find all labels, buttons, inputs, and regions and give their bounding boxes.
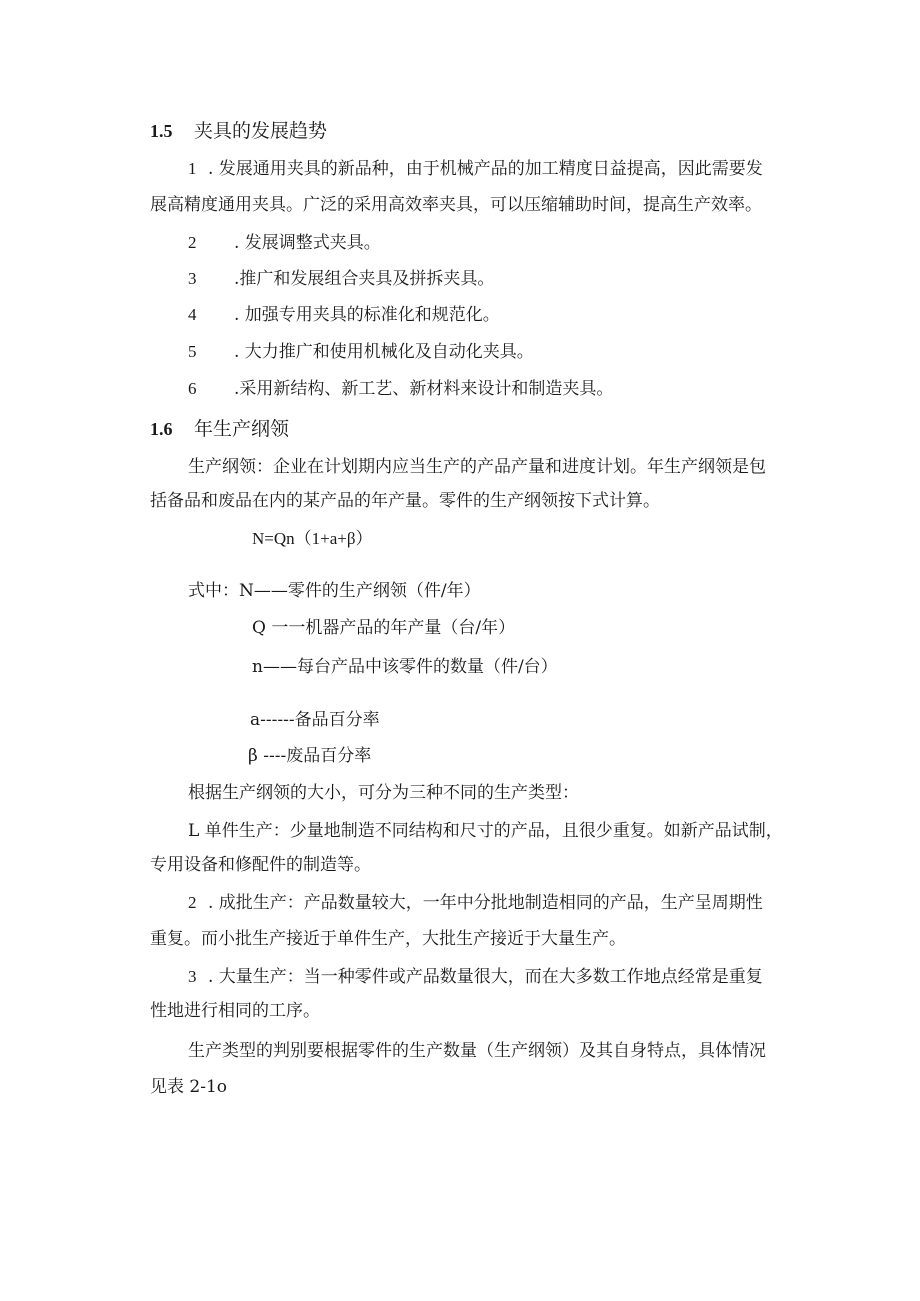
item-text: . 加强专用夹具的标准化和规范化。 — [234, 305, 500, 325]
item-number: 1 — [188, 159, 197, 178]
section-title: 夹具的发展趋势 — [194, 120, 328, 142]
item-text: . 发展调整式夹具。 — [234, 233, 381, 253]
section-number: 1.5 — [150, 121, 173, 141]
definition-Q: Q 一一机器产品的年产量（台/年） — [252, 618, 516, 638]
list-item — [188, 378, 613, 400]
item-number: 2 — [188, 233, 197, 252]
item-text: .推广和发展组合夹具及拼拆夹具。 — [234, 269, 495, 289]
item-text: . 大量生产：当一种零件或产品数量很大，而在大多数工作地点经常是重复 — [208, 967, 763, 987]
list-item — [188, 232, 381, 254]
list-item — [188, 341, 534, 363]
item-text: . 发展通用夹具的新品种，由于机械产品的加工精度日益提高，因此需要发 — [208, 159, 763, 179]
list-item — [188, 304, 500, 326]
paragraph-line: L 单件生产：少量地制造不同结构和尺寸的产品，且很少重复。如新产品试制， — [188, 821, 783, 841]
section-heading-1-6 — [150, 418, 289, 440]
definition-N: N——零件的生产纲领（件/年） — [239, 581, 481, 601]
item-number: 2 — [188, 893, 197, 912]
item-number: 3 — [188, 967, 197, 986]
paragraph-line: 专用设备和修配件的制造等。 — [150, 855, 371, 875]
item-number: 3 — [188, 269, 197, 288]
list-item — [188, 966, 763, 988]
paragraph-line: 生产类型的判别要根据零件的生产数量（生产纲领）及其自身特点，具体情况 — [188, 1041, 766, 1061]
section-title: 年生产纲领 — [194, 418, 290, 440]
definition-beta: β ----废品百分率 — [248, 746, 372, 766]
paragraph-line: 括备品和废品在内的某产品的年产量。零件的生产纲领按下式计算。 — [150, 491, 660, 511]
list-item — [188, 158, 763, 180]
paragraph-line: 见表 2-1o — [150, 1077, 228, 1097]
item-text: . 大力推广和使用机械化及自动化夹具。 — [234, 342, 534, 362]
item-number: 4 — [188, 305, 197, 324]
list-item — [188, 892, 763, 914]
section-heading-1-5 — [150, 120, 327, 142]
item-number: 6 — [188, 379, 197, 398]
formula: N=Qn（1+a+β） — [252, 529, 373, 548]
list-item — [188, 268, 494, 290]
where-label: 式中： — [188, 581, 239, 601]
definition-line — [188, 580, 481, 602]
definition-a: a------备品百分率 — [250, 710, 380, 730]
paragraph-line: 性地进行相同的工序。 — [150, 1001, 320, 1021]
definition-n: n——每台产品中该零件的数量（件/台） — [252, 657, 558, 677]
paragraph-line: 重复。而小批生产接近于单件生产，大批生产接近于大量生产。 — [150, 929, 626, 949]
item-number: 5 — [188, 342, 197, 361]
list-item-continuation: 展高精度通用夹具。广泛的采用高效率夹具，可以压缩辅助时间，提高生产效率。 — [150, 195, 762, 215]
paragraph-line: 根据生产纲领的大小，可分为三种不同的生产类型： — [188, 783, 579, 803]
item-text: . 成批生产：产品数量较大，一年中分批地制造相同的产品，生产呈周期性 — [208, 893, 763, 913]
item-text: .采用新结构、新工艺、新材料来设计和制造夹具。 — [234, 379, 614, 399]
paragraph-line: 生产纲领：企业在计划期内应当生产的产品产量和进度计划。年生产纲领是包 — [188, 457, 766, 477]
section-number: 1.6 — [150, 419, 173, 439]
